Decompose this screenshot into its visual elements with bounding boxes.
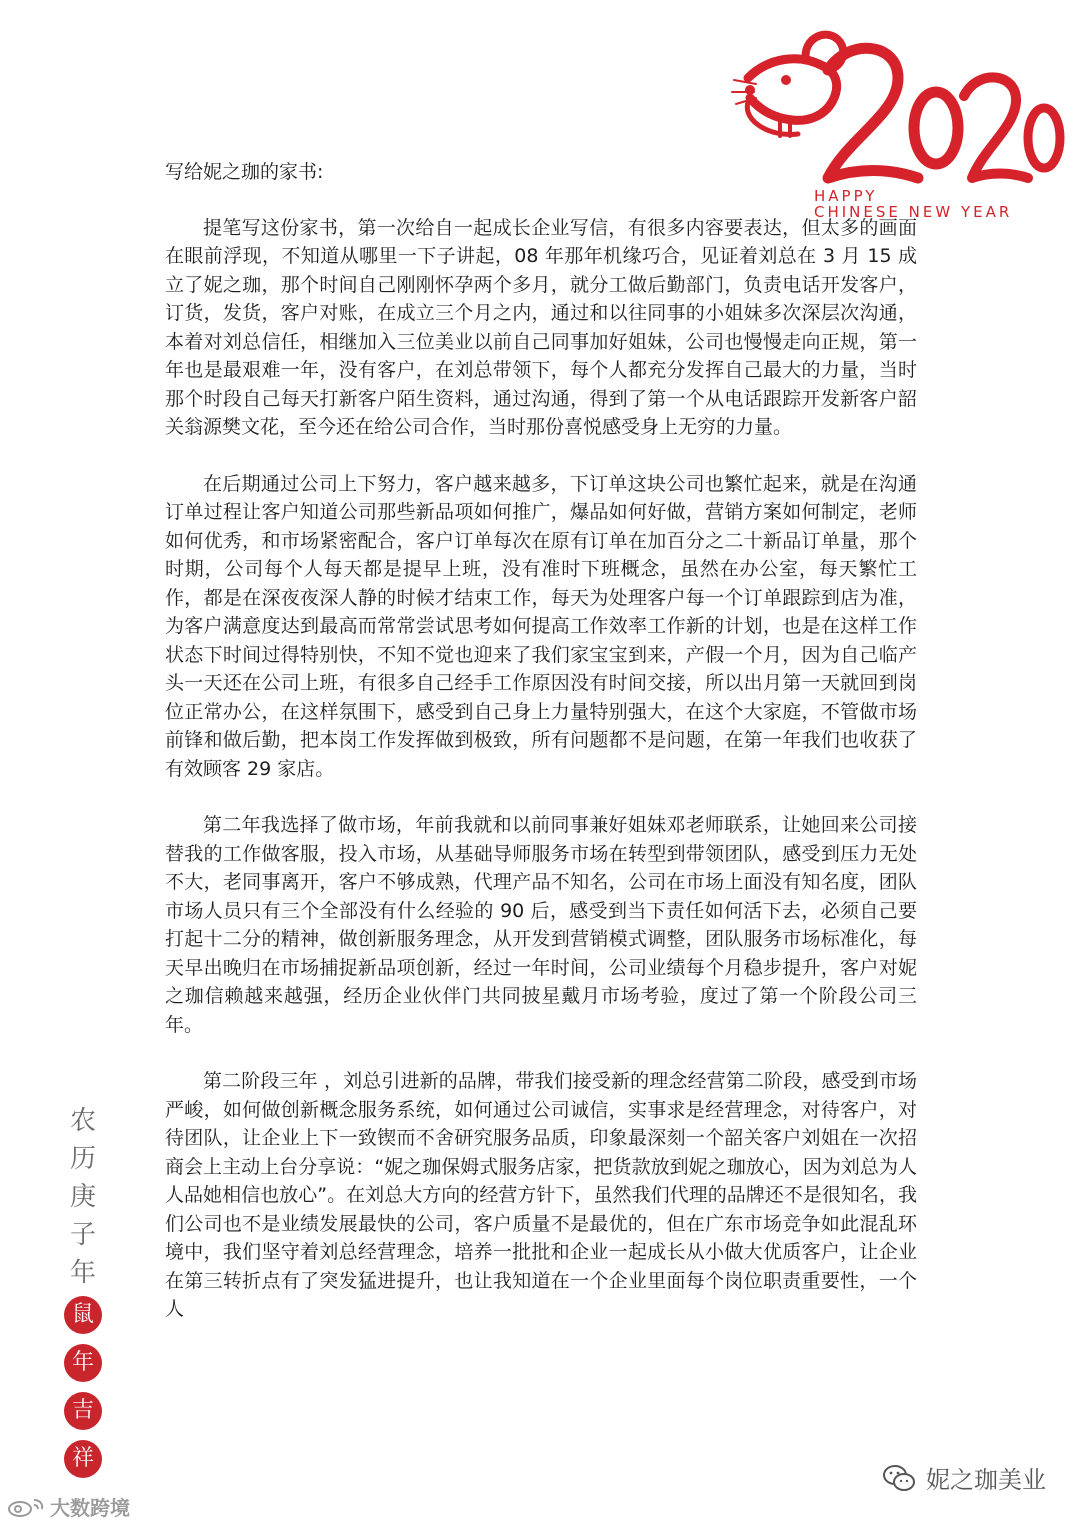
weibo-watermark-text: 大数跨境 bbox=[50, 1496, 130, 1520]
seal-char: 鼠 bbox=[64, 1296, 102, 1334]
wechat-icon bbox=[882, 1464, 916, 1492]
vertical-char: 年 bbox=[69, 1258, 96, 1288]
vertical-char: 庚 bbox=[69, 1182, 96, 1212]
vertical-greeting bbox=[62, 1102, 104, 1484]
letter-paragraph-3: 第二年我选择了做市场，年前我就和以前同事兼好姐妹邓老师联系，让她回来公司接替我的工作做客服，投入市场，从基础导师服务市场在转型到带领团队，感受到压力无处不大，老同事离开，客户不够成熟，代理产品不知名，公司在市场上面没有知名度，团队市场人员只有三个全部没有什么经验的 90 后，感受到当下责任如何活下去，必须自己要打起十二分的精神，做创新服务理念，从开发到营销模式调整，团队服务市场标准化，每天早出晚归在市场捕捉新品项创新，经过一年时间，公司业绩每个月稳步提升，客户对妮之珈信赖越来越强，经历企业伙伴门共同披星戴月市场考验，度过了第一个阶段公司三年。 bbox=[165, 814, 917, 1036]
weibo-icon bbox=[6, 1496, 46, 1518]
letter-paragraph-1: 提笔写这份家书，第一次给自一起成长企业写信，有很多内容要表达，但太多的画面在眼前浮现，不知道从哪里一下子讲起，08 年那年机缘巧合，见证着刘总在 3 月 15 成立了妮之珈，那个时间自己刚刚怀孕两个多月，就分工做后勤部门，负责电话开发客户，订货，发货，客户对账，在成立三个月之内，通过和以往同事的小姐妹多次深层次沟通，本着对刘总信任，相继加入三位美业以前自己同事加好姐妹，公司也慢慢走向正规，第一年也是最艰难一年，没有客户，在刘总带领下，每个人都充分发挥自己最大的力量，当时那个时段自己每天打新客户陌生资料，通过沟通，得到了第一个从电话跟踪开发新客户韶关翁源樊文花，至今还在给公司合作，当时那份喜悦感受身上无穷的力量。 bbox=[165, 216, 917, 438]
vertical-char: 子 bbox=[69, 1220, 96, 1250]
seal-char: 年 bbox=[64, 1344, 102, 1382]
seal-char: 祥 bbox=[64, 1440, 102, 1478]
logo-caption-line2: CHINESE NEW YEAR bbox=[814, 203, 1013, 221]
letter-salutation: 写给妮之珈的家书: bbox=[165, 161, 324, 183]
seal-char: 吉 bbox=[64, 1392, 102, 1430]
wechat-watermark-text: 妮之珈美业 bbox=[926, 1466, 1046, 1494]
letter-paragraph-4: 第二阶段三年 ，刘总引进新的品牌，带我们接受新的理念经营第二阶段，感受到市场严峻，如何做创新概念服务系统，如何通过公司诚信，实事求是经营理念，对待客户，对待团队，让企业上下一致锲而不舍研究服务品质，印象最深刻一个韶关客户刘姐在一次招商会上主动上台分享说：“妮之珈保姆式服务店家，把货款放到妮之珈放心，因为刘总为人人品她相信也放心”。在刘总大方向的经营方针下，虽然我们代理的品牌还不是很知名，我们公司也不是业绩发展最快的公司，客户质量不是最优的，但在广东市场竞争如此混乱环境中，我们坚守着刘总经营理念，培养一批批和企业一起成长从小做大优质客户，让企业在第三转折点有了突发猛进提升，也让我知道在一个企业里面每个岗位职责重要性，一个人 bbox=[165, 1070, 917, 1320]
vertical-char: 农 bbox=[69, 1106, 96, 1136]
vertical-char: 历 bbox=[69, 1144, 96, 1174]
weibo-watermark bbox=[6, 1492, 130, 1521]
logo-caption-line1: HAPPY bbox=[814, 187, 878, 205]
letter-body bbox=[165, 158, 917, 1324]
wechat-watermark bbox=[882, 1460, 1046, 1495]
letter-paragraph-2: 在后期通过公司上下努力，客户越来越多，下订单这块公司也繁忙起来，就是在沟通订单过程让客户知道公司那些新品项如何推广，爆品如何好做，营销方案如何制定，老师如何优秀，和市场紧密配合，客户订单每次在原有订单在加百分之二十新品订单量，那个时期，公司每个人每天都是提早上班，没有准时下班概念，虽然在办公室，每天繁忙工作，都是在深夜夜深人静的时候才结束工作，每天为处理客户每一个订单跟踪到店为准，为客户满意度达到最高而常常尝试思考如何提高工作效率工作新的计划，也是在这样工作状态下时间过得特别快，不知不觉也迎来了我们家宝宝到来，产假一个月，因为自己临产头一天还在公司上班，有很多自己经手工作原因没有时间交接，所以出月第一天就回到岗位正常办公，在这样氛围下，感受到自己身上力量特别强大，在这个大家庭，不管做市场前锋和做后勤，把本岗工作发挥做到极致，所有问题都不是问题，在第一年我们也收获了有效顾客 29 家店。 bbox=[165, 472, 917, 780]
